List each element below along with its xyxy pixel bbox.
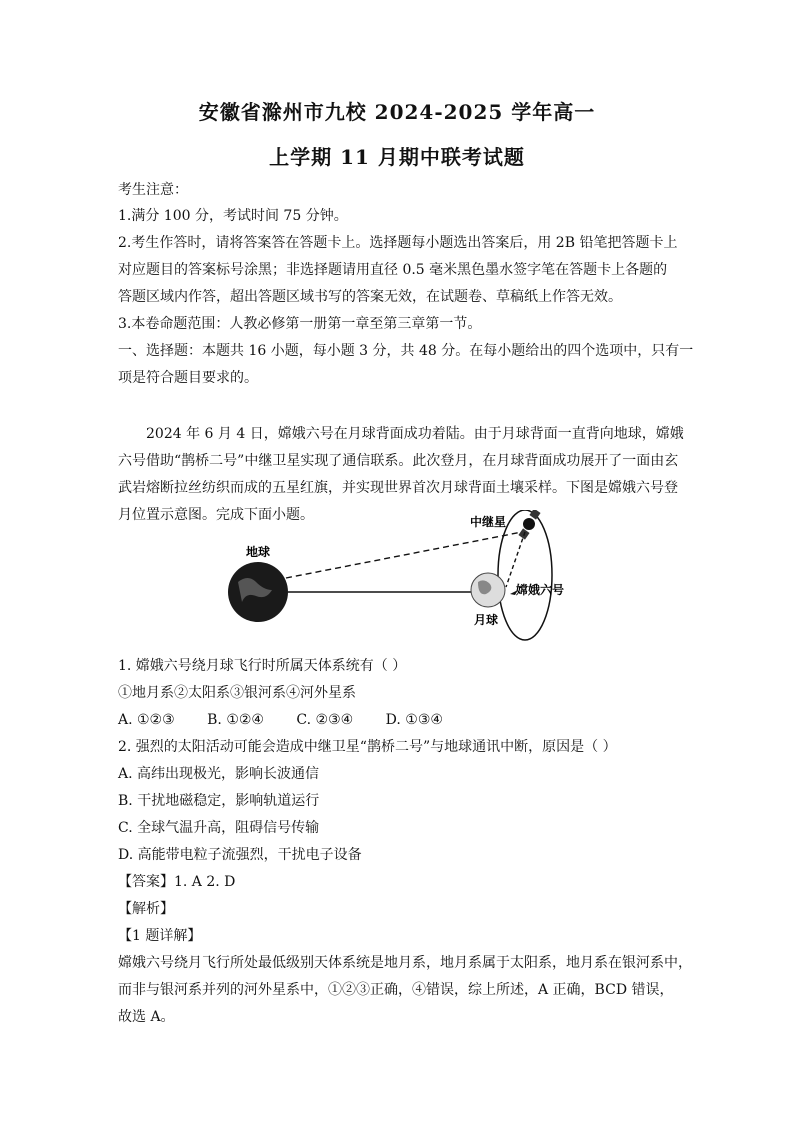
notice-item-1: 1.满分 100 分，考试时间 75 分钟。 bbox=[118, 208, 348, 224]
section-heading-b: 项是符合题目要求的。 bbox=[118, 370, 258, 386]
detail-line-3: 故选 A。 bbox=[118, 1009, 175, 1025]
notice-item-2a: 2.考生作答时，请将答案答在答题卡上。选择题每小题选出答案后，用 2B 铅笔把答题卡上 bbox=[118, 235, 678, 251]
section-heading-a: 一、选择题：本题共 16 小题，每小题 3 分，共 48 分。在每小题给出的四个选项中，只有一 bbox=[118, 343, 694, 359]
earth-relay-link bbox=[286, 532, 522, 578]
q2-option-d: D. 高能带电粒子流强烈，干扰电子设备 bbox=[118, 847, 362, 863]
earth-label: 地球 bbox=[246, 545, 271, 559]
chang-e-6-position-diagram bbox=[220, 510, 580, 650]
q1-option-b: B. ①②④ bbox=[207, 712, 264, 728]
q1-options bbox=[118, 710, 688, 730]
q1-option-d: D. ①③④ bbox=[385, 712, 443, 728]
q1-stem: 1. 嫦娥六号绕月球飞行时所属天体系统有（ ） bbox=[118, 658, 407, 674]
passage-line-3: 武岩熔断拉丝纺织而成的五星红旗，并实现世界首次月球背面土壤采样。下图是嫦娥六号登 bbox=[118, 480, 678, 496]
relay-satellite-icon bbox=[518, 510, 540, 540]
page-title-line1: 安徽省滁州市九校 2024-2025 学年高一 bbox=[198, 100, 596, 124]
q2-stem: 2. 强烈的太阳活动可能会造成中继卫星“鹊桥二号”与地球通讯中断，原因是（ ） bbox=[118, 739, 617, 755]
q1-option-c: C. ②③④ bbox=[296, 712, 354, 728]
detail-line-2: 而非与银河系并列的河外星系中，①②③正确，④错误，综上所述，A 正确，BCD 错误， bbox=[118, 982, 674, 998]
notice-item-2c: 答题区域内作答，超出答题区域书写的答案无效，在试题卷、草稿纸上作答无效。 bbox=[118, 289, 622, 305]
probe-label: 嫦娥六号 bbox=[516, 583, 565, 597]
q1-option-a: A. ①②③ bbox=[118, 712, 175, 728]
detail-heading: 【1 题详解】 bbox=[118, 928, 202, 944]
moon-label: 月球 bbox=[474, 613, 499, 627]
analysis-label: 【解析】 bbox=[118, 901, 174, 917]
q1-items: ①地月系②太阳系③银河系④河外星系 bbox=[118, 685, 356, 701]
notice-item-2b: 对应题目的答案标号涂黑；非选择题请用直径 0.5 毫米黑色墨水签字笔在答题卡上各题的 bbox=[118, 262, 668, 278]
detail-line-1: 嫦娥六号绕月飞行所处最低级别天体系统是地月系，地月系属于太阳系，地月系在银河系中， bbox=[118, 955, 692, 971]
passage-line-4: 月位置示意图。完成下面小题。 bbox=[118, 507, 314, 523]
q2-option-c: C. 全球气温升高，阻碍信号传输 bbox=[118, 820, 320, 836]
answer-label: 【答案】1. A 2. D bbox=[118, 874, 236, 890]
passage-line-2: 六号借助“鹊桥二号”中继卫星实现了通信联系。此次登月，在月球背面成功展开了一面由玄 bbox=[118, 453, 679, 469]
notice-item-3: 3.本卷命题范围：人教必修第一册第一章至第三章第一节。 bbox=[118, 316, 482, 332]
notice-heading: 考生注意： bbox=[118, 182, 188, 198]
relay-probe-link bbox=[506, 532, 525, 587]
q2-option-a: A. 高纬出现极光，影响长波通信 bbox=[118, 766, 320, 782]
passage-line-1: 2024 年 6 月 4 日，嫦娥六号在月球背面成功着陆。由于月球背面一直背向地球，嫦娥 bbox=[146, 426, 684, 442]
relay-orbit bbox=[498, 510, 552, 640]
q2-option-b: B. 干扰地磁稳定，影响轨道运行 bbox=[118, 793, 320, 809]
relay-label: 中继星 bbox=[470, 515, 507, 529]
page-title-line2: 上学期 11 月期中联考试题 bbox=[269, 145, 525, 169]
